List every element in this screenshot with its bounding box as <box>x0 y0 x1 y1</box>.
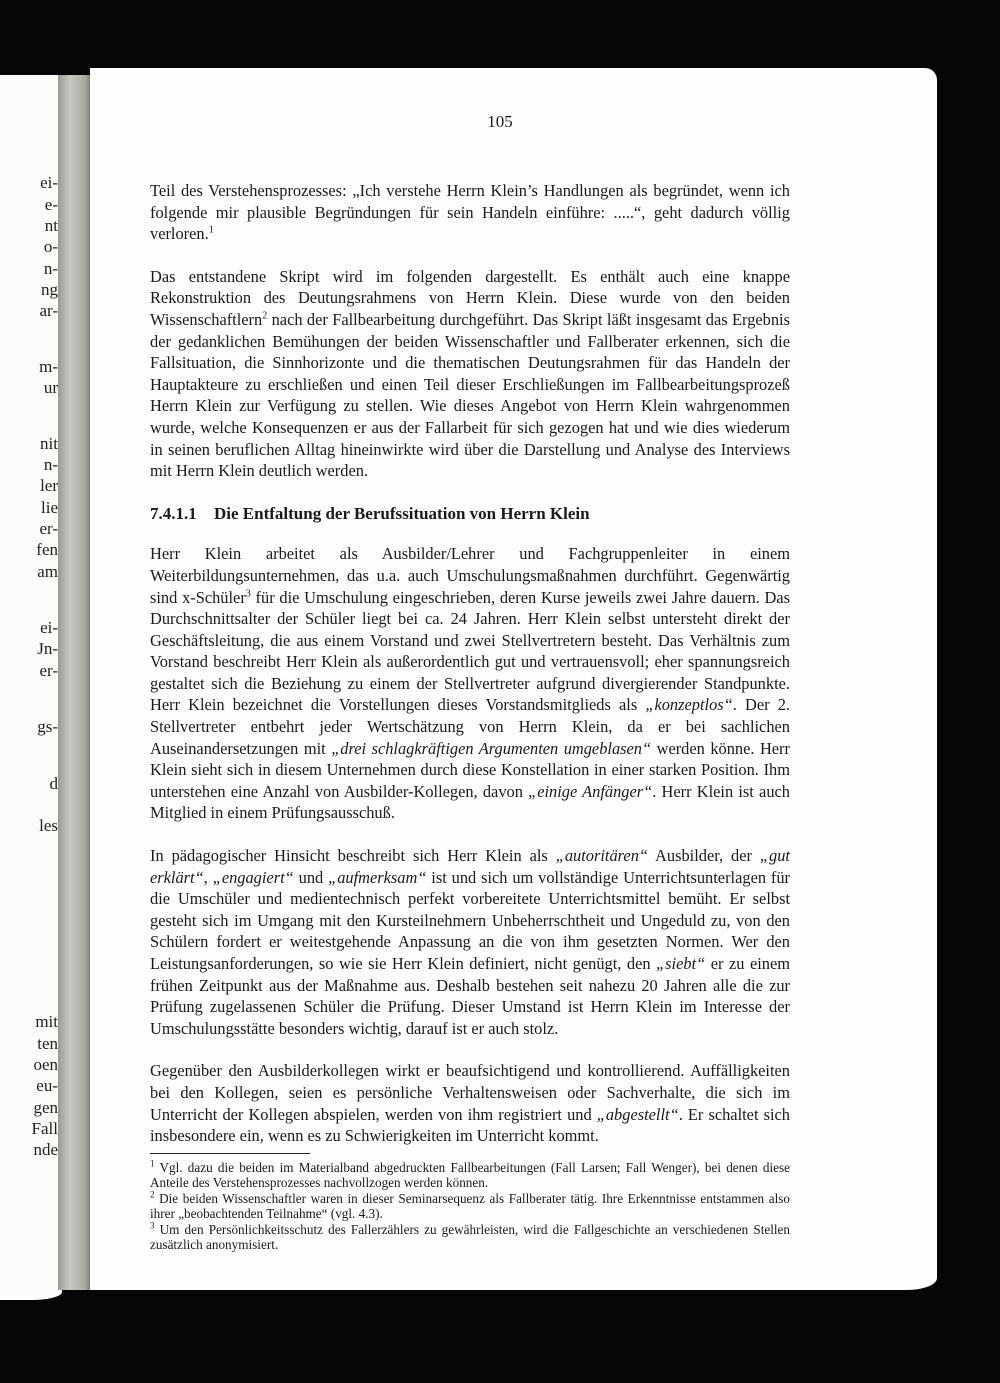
previous-page-text-fragment: n- <box>43 455 58 474</box>
paragraph-1: Teil des Verstehensprozesses: „Ich verstehe Herrn Klein’s Handlungen als begründet, wenn ich folgende mir plausible Begründungen für sein Handeln einführe: .....“, geht dadurch völlig verloren.$^1$ <box>150 181 790 244</box>
previous-page-text-fragment: ur <box>43 378 58 397</box>
previous-page-text-fragment: d <box>49 774 58 793</box>
previous-page-text-fragment: fen <box>36 540 58 559</box>
quote: „abgestellt“ <box>596 1104 679 1124</box>
footnote-ref-3[interactable]: 3 <box>245 588 251 600</box>
previous-page-text-fragment: lie <box>41 498 58 517</box>
previous-page-text-fragment: n- <box>43 259 58 278</box>
previous-page-text-fragment: Jn- <box>37 639 58 658</box>
quote: „drei schlagkräftigen Argumenten umgeblasen“ <box>331 738 652 758</box>
page-number: 105 <box>487 112 513 131</box>
page-body <box>150 180 790 1253</box>
previous-page-text-fragment: Fall <box>31 1119 58 1138</box>
footnote-1: $^1$ Vgl. dazu die beiden im Materialband abgedruckten Fallbearbeitungen (Fall Larsen; Fall Wenger), bei denen diese Anteile des Verstehensprozesses nachvollzogen werden können. <box>150 1158 790 1191</box>
previous-page-text-fragment: er- <box>39 519 58 538</box>
previous-page-text-fragment: ei- <box>40 618 58 637</box>
section-heading <box>150 503 790 525</box>
section-number: 7.4.1.1 <box>150 503 197 523</box>
previous-page-text-fragment: mit <box>35 1012 58 1031</box>
previous-page-text-fragment: er- <box>39 661 58 680</box>
quote: „aufmerksam“ <box>328 867 427 887</box>
quote: „siebt“ <box>656 954 706 973</box>
book-gutter-shadow <box>58 75 92 1290</box>
previous-page-edge <box>0 75 62 1300</box>
footnotes <box>150 1160 790 1253</box>
footnote-2: $^2$ Die beiden Wissenschaftler waren in dieser Seminarsequenz als Fallberater tätig. Ihre Erkenntnisse entstammen also ihrer „beobachtenden Teilnahme“ (vgl. 4.3). <box>150 1189 790 1222</box>
previous-page-text-fragment: nit <box>40 434 58 453</box>
previous-page-text-fragment: ei- <box>40 173 58 192</box>
previous-page-text-fragment: gen <box>33 1098 58 1117</box>
previous-page-text-fragment: oen <box>33 1055 58 1074</box>
previous-page-text-fragment: nde <box>33 1140 58 1159</box>
quote: „autoritären“ <box>555 846 649 866</box>
previous-page-text-fragment: nt <box>44 216 58 235</box>
footnote-ref-2[interactable]: 2 <box>262 310 268 322</box>
previous-page-text-fragment: o- <box>43 237 58 256</box>
previous-page-text-fragment: m- <box>39 357 58 376</box>
previous-page-text-fragment: ler <box>40 476 58 495</box>
quote: „konzeptlos“ <box>645 695 733 715</box>
footnote-divider <box>150 1153 310 1154</box>
paragraph-5: Gegenüber den Ausbilderkollegen wirkt er beaufsichtigend und kontrollierend. Auffälligkeiten bei den Kollegen, seien es persönliche Verhaltensweisen oder Sachverhalte, die sich im Unterricht der Kollegen abspielen, werden von ihm registriert und „abgestellt“. Er schaltet sich insbesondere ein, wenn es zu Schwierigkeiten im Unterricht kommt. <box>150 1061 791 1146</box>
previous-page-text-fragment: am <box>37 562 58 581</box>
previous-page-text-fragment: ten <box>37 1034 58 1053</box>
previous-page-text-fragment: eu- <box>36 1076 58 1095</box>
footnote-ref-1[interactable]: 1 <box>208 224 214 236</box>
quote: „engagiert“ <box>212 867 294 887</box>
previous-page-text-fragment: les <box>39 816 58 835</box>
quote: „einige Anfänger“ <box>528 781 653 801</box>
previous-page-text-fragment: gs- <box>37 717 58 736</box>
section-title: Die Entfaltung der Berufssituation von Herrn Klein <box>214 503 590 523</box>
previous-page-text-fragment: ng <box>41 280 58 299</box>
previous-page-text-fragment: e- <box>44 195 58 214</box>
paragraph-4: In pädagogischer Hinsicht beschreibt sich Herr Klein als „autoritären“ Ausbilder, der „gut erklärt“, „engagiert“ und „aufmerksam“ ist und sich um vollständige Unterrichtsunterlagen für die Umschüler und medientechnisch perfekt vorbereitete Unterrichtsmittel bemüht. Er selbst gesteht sich im Umgang mit den Kursteilnehmern Unbeherrschtheit und Ungeduld zu, von den Schülern fordert er weitestgehende Anpassung an die von ihm gesetzten Normen. Wer den Leistungsanforderungen, so wie sie Herr Klein definiert, nicht genügt, den „siebt“ er zu einem frühen Zeitpunkt aus der Maßnahme aus. Deshalb bestehen seit nahezu 20 Jahren alle die zur Prüfung zugelassenen Schüler die Prüfung. Dieser Umstand ist Herrn Klein im Interesse der Umschulungsstätte besonders wichtig, darauf ist er auch stolz. <box>150 846 791 1038</box>
previous-page-text-fragment: ar- <box>39 301 58 320</box>
quote: „gut erklärt“ <box>150 846 790 887</box>
paragraph-3: Herr Klein arbeitet als Ausbilder/Lehrer und Fachgruppenleiter in einem Weiterbildungsunternehmen, das u.a. auch Umschulungsmaßnahmen durchführt. Gegenwärtig sind x-Schüler$^3$ für die Umschulung eingeschrieben, deren Kurse jeweils zwei Jahre dauern. Das Durchschnittsalter der Schüler liegt bei ca. 24 Jahren. Herr Klein selbst untersteht direkt der Geschäftsleitung, die aus einem Vorstand und zwei Stellvertretern besteht. Das Verhältnis zum Vorstand beschreibt Herr Klein als außerordentlich gut und vertrauensvoll; eher spannungsreich gestaltet sich die Beziehung zu einem der Stellvertreter aufgrund divergierender Standpunkte. Herr Klein bezeichnet die Vorstellungen dieses Vorstandsmitglieds als „konzeptlos“. Der 2. Stellvertreter entbehrt jeder Wertschätzung von Herrn Klein, da er bei sachlichen Auseinandersetzungen mit „drei schlagkräftigen Argumenten umgeblasen“ werden könne. Herr Klein sieht sich in diesem Unternehmen durch diese Konstellation in einer starken Position. Ihm unterstehen eine Anzahl von Ausbilder-Kollegen, davon „einige Anfänger“. Herr Klein ist auch Mitglied in einem Prüfungsausschuß. <box>150 544 790 823</box>
paragraph-2: Das entstandene Skript wird im folgenden dargestellt. Es enthält auch eine knappe Rekonstruktion des Deutungsrahmens von Herrn Klein. Diese wurde von den beiden Wissenschaftlern$^2$ nach der Fallbearbeitung durchgeführt. Das Skript läßt insgesamt das Ergebnis der gedanklichen Bemühungen der beiden Wissenschaftler und Fallberater erkennen, sich die Fallsituation, die Sinnhorizonte und die thematischen Deutungsrahmen für das Handeln der Hauptakteure zu erschließen und einen Teil dieser Erschließungen im Fallbearbeitungsprozeß Herrn Klein zur Verfügung zu stellen. Wie dieses Angebot von Herrn Klein wahrgenommen wurde, welche Konsequenzen er aus der Fallarbeit für sich gezogen hat und wie dies wiederum in seinen beruflichen Alltag hineinwirkte wird über die Darstellung und Analyse des Interviews mit Herrn Klein deutlich werden. <box>150 266 790 481</box>
footnote-3: $^3$ Um den Persönlichkeitsschutz des Fallerzählers zu gewährleisten, wird die Fallgeschichte an verschiedenen Stellen zusätzlich anonymisiert. <box>150 1220 790 1253</box>
